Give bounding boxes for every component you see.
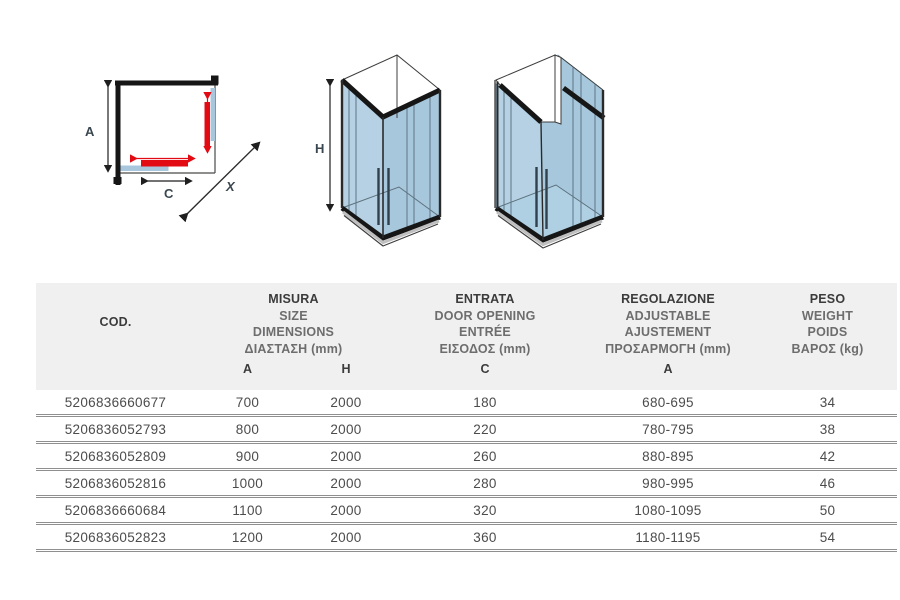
table-cell: 5206836052809: [64, 448, 167, 464]
table-cell: 46: [819, 475, 836, 491]
header-peso-it: PESO: [809, 292, 846, 306]
iso-back-diagram: [478, 38, 638, 270]
table-cell: 1080-1095: [634, 502, 702, 518]
header-misura-fr: DIMENSIONS: [252, 325, 335, 339]
table-cell: 700: [235, 394, 260, 410]
table-row: [36, 417, 897, 444]
table-row: [36, 525, 897, 552]
header-entrata-fr: ENTRÉE: [459, 325, 511, 339]
table-cell: 42: [819, 448, 836, 464]
table-cell: 780-795: [642, 421, 694, 437]
header-peso-gr: ΒΑΡΟΣ (kg): [791, 341, 864, 356]
table-header: [36, 283, 897, 390]
subheader-c-opening: C: [480, 362, 490, 376]
table-cell: 1200: [231, 529, 264, 545]
table-cell: 2000: [330, 448, 362, 464]
header-misura: [195, 283, 392, 362]
spec-table: [36, 283, 897, 552]
table-cell: 38: [819, 421, 836, 437]
plan-view-diagram: [68, 45, 292, 237]
table-cell: 2000: [330, 502, 362, 518]
header-misura-it: MISURA: [268, 292, 319, 306]
iso-front-diagram: [310, 38, 470, 270]
header-entrata-it: ENTRATA: [455, 292, 515, 306]
table-row: [36, 498, 897, 525]
table-cell: 50: [819, 502, 836, 518]
sliding-door-bottom: [141, 160, 188, 167]
header-peso-fr: POIDS: [807, 325, 848, 339]
sliding-door-right: [205, 102, 211, 148]
subheader-h-height: H: [341, 362, 351, 376]
header-cod-title: COD.: [99, 315, 132, 330]
table-cell: 5206836660677: [64, 394, 167, 410]
plan-label-x: X: [226, 179, 235, 194]
header-regolazione: [578, 283, 758, 362]
header-cod: [36, 283, 195, 362]
table-cell: 800: [235, 421, 260, 437]
header-regolazione-fr: AJUSTEMENT: [624, 325, 712, 339]
table-row: [36, 471, 897, 498]
fixed-glass-right: [211, 88, 216, 141]
header-peso-en: WEIGHT: [801, 308, 854, 323]
header-entrata: [392, 283, 578, 362]
table-cell: 2000: [330, 475, 362, 491]
header-regolazione-gr: ΠΡΟΣΑΡΜΟΓΗ (mm): [605, 341, 731, 356]
table-cell: 34: [819, 394, 836, 410]
table-row: [36, 390, 897, 417]
plan-left-wall-foot: [114, 177, 122, 184]
table-cell: 5206836660684: [64, 502, 167, 518]
table-row: [36, 444, 897, 471]
table-cell: 2000: [330, 394, 362, 410]
table-cell: 2000: [330, 421, 362, 437]
table-cell: 54: [819, 529, 836, 545]
table-cell: 5206836052793: [64, 421, 167, 437]
table-cell: 1000: [231, 475, 264, 491]
plan-label-c: C: [164, 186, 174, 201]
table-cell: 260: [473, 448, 497, 464]
table-cell: 2000: [330, 529, 362, 545]
table-cell: 980-995: [642, 475, 694, 491]
plan-top-wall-tab: [211, 76, 219, 85]
back-corner-strip: [555, 55, 561, 124]
subheader-a-width: A: [242, 362, 253, 376]
dim-line-x: [187, 143, 259, 214]
table-cell: 320: [473, 502, 497, 518]
header-regolazione-en: ADJUSTABLE: [625, 308, 711, 323]
header-entrata-en: DOOR OPENING: [434, 308, 536, 323]
table-cell: 1100: [232, 502, 263, 518]
table-cell: 360: [473, 529, 497, 545]
header-regolazione-it: REGOLAZIONE: [621, 292, 715, 306]
table-cell: 280: [473, 475, 497, 491]
iso-label-h: H: [315, 141, 325, 156]
table-cell: 880-895: [642, 448, 694, 464]
header-peso: [758, 283, 897, 362]
table-cell: 5206836052823: [64, 529, 167, 545]
table-cell: 680-695: [642, 394, 694, 410]
table-body: [36, 390, 897, 552]
table-cell: 220: [473, 421, 497, 437]
table-cell: 5206836052816: [64, 475, 167, 491]
header-entrata-gr: ΕΙΣΟΔΟΣ (mm): [439, 341, 531, 356]
plan-label-a: A: [85, 124, 95, 139]
table-cell: 900: [235, 448, 260, 464]
header-misura-en: SIZE: [279, 308, 308, 323]
header-misura-gr: ΔΙΑΣΤΑΣΗ (mm): [244, 341, 343, 356]
table-cell: 1180-1195: [635, 529, 701, 545]
subheader-a-adjust: A: [663, 362, 673, 376]
table-cell: 180: [473, 394, 497, 410]
